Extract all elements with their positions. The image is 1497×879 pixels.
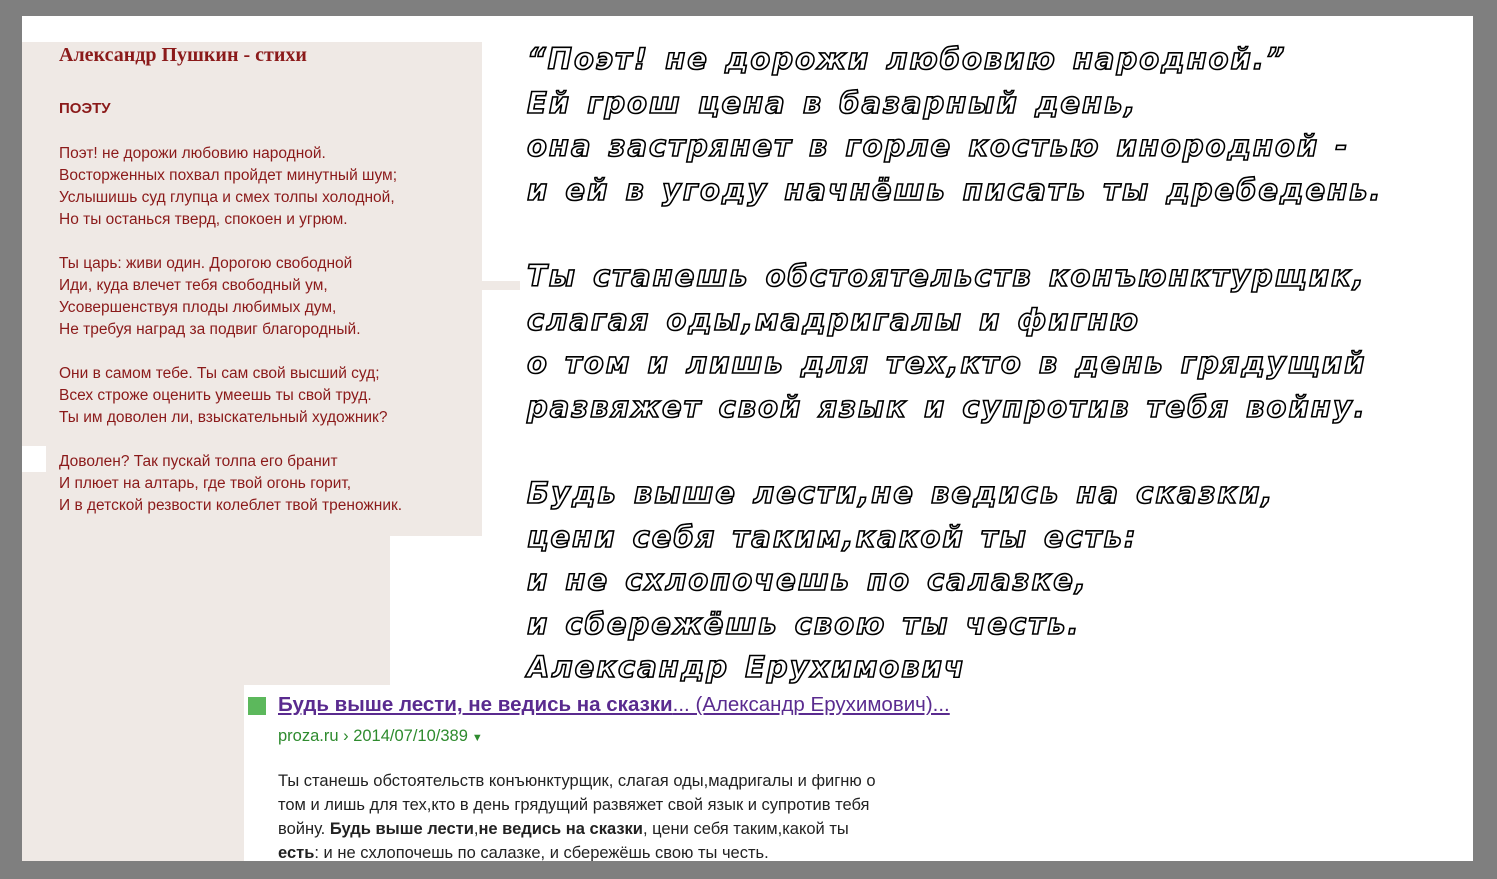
poem-line: Не требуя наград за подвиг благородный. xyxy=(59,321,361,338)
result-title-rest: ... (Александр Ерухимович)... xyxy=(672,693,950,716)
snippet-line-2: том и лишь для тех,кто в день грядущий развяжет свой язык и супротив тебя xyxy=(278,796,870,814)
snippet-text: войну. xyxy=(278,820,330,838)
reply-poem xyxy=(527,38,1457,690)
url-dropdown-arrow-icon[interactable]: ▼ xyxy=(471,732,483,744)
reply-stanza-3 xyxy=(527,472,1457,690)
reply-line: и ей в угоду начнёшь писать ты дребедень. xyxy=(527,172,1383,207)
poem-line: Усовершенствуя плоды любимых дум, xyxy=(59,299,337,316)
snippet-highlight: есть xyxy=(278,844,315,861)
site-favicon-icon xyxy=(248,697,266,715)
result-url-text: proza.ru › 2014/07/10/389 xyxy=(278,727,468,745)
reply-line: слагая оды,мадригалы и фигню xyxy=(527,302,1140,337)
result-url[interactable] xyxy=(278,727,483,746)
result-snippet xyxy=(278,769,1008,861)
reply-author: Александр Ерухимович xyxy=(527,650,966,684)
poem-body xyxy=(59,143,479,539)
reply-line: и не схлопочешь по салазке, xyxy=(527,563,1088,597)
snippet-text: , xyxy=(473,820,479,838)
poem-stanza-4 xyxy=(59,451,479,517)
reply-line: цени себя таким,какой ты есть: xyxy=(527,519,1138,554)
reply-line: и сбережёшь свою ты честь. xyxy=(527,606,1081,641)
poem-line: Ты царь: живи один. Дорогою свободной xyxy=(59,255,353,272)
snippet-text: , цени себя таким,какой ты xyxy=(642,820,849,838)
poem-subtitle: ПОЭТУ xyxy=(59,100,111,117)
reply-line: о том и лишь для тех,кто в день грядущий xyxy=(527,346,1367,380)
poem-line: И плюет на алтарь, где твой огонь горит, xyxy=(59,475,352,492)
canvas xyxy=(22,16,1473,861)
snippet-highlight: не ведись на сказки xyxy=(478,820,643,838)
result-title-highlight: Будь выше лести, не ведись на сказки xyxy=(278,693,673,716)
reply-line: Будь выше лести,не ведись на сказки, xyxy=(527,476,1275,510)
reply-line: “Поэт! не дорожи любовию народной.” xyxy=(527,42,1287,76)
poem-line: Всех строже оценить умеешь ты свой труд. xyxy=(59,387,372,404)
poem-line: И в детской резвости колеблет твой треножник. xyxy=(59,497,403,514)
reply-stanza-2 xyxy=(527,255,1457,429)
poem-line: Восторженных похвал пройдет минутный шум; xyxy=(59,167,398,184)
reply-line: развяжет свой язык и супротив тебя войну. xyxy=(527,389,1367,424)
snippet-highlight: Будь выше лести xyxy=(329,820,474,838)
poem-stanza-1 xyxy=(59,143,479,231)
panel-notch xyxy=(22,446,46,472)
search-result-card xyxy=(244,685,950,861)
panel-connector xyxy=(482,281,520,290)
poem-line: Услышишь суд глупца и смех толпы холодной, xyxy=(59,189,395,206)
reply-line: она застрянет в горле костью инородной - xyxy=(527,129,1350,163)
poem-stanza-3 xyxy=(59,363,479,429)
reply-stanza-1 xyxy=(527,38,1457,212)
snippet-line-4 xyxy=(278,841,1008,861)
snippet-line-3 xyxy=(278,817,1008,841)
poem-line: Ты им доволен ли, взыскательный художник? xyxy=(59,409,388,426)
search-result-title-link[interactable] xyxy=(278,693,950,717)
poem-title: Александр Пушкин - стихи xyxy=(59,44,307,66)
snippet-line-1: Ты станешь обстоятельств конъюнктурщик, слагая оды,мадригалы и фигню о xyxy=(278,772,876,790)
poem-line: Поэт! не дорожи любовию народной. xyxy=(59,145,326,162)
snippet-text: : и не схлопочешь по салазке, и сбережёшь свою ты честь. xyxy=(314,844,769,861)
poem-line: Но ты останься тверд, спокоен и угрюм. xyxy=(59,211,348,228)
reply-line: Ей грош цена в базарный день, xyxy=(527,85,1138,120)
poem-line: Доволен? Так пускай толпа его бранит xyxy=(59,453,338,470)
poem-line: Иди, куда влечет тебя свободный ум, xyxy=(59,277,328,294)
poem-line: Они в самом тебе. Ты сам свой высший суд; xyxy=(59,365,380,382)
poem-stanza-2 xyxy=(59,253,479,341)
reply-line: Ты станешь обстоятельств конъюнктурщик, xyxy=(527,259,1366,293)
